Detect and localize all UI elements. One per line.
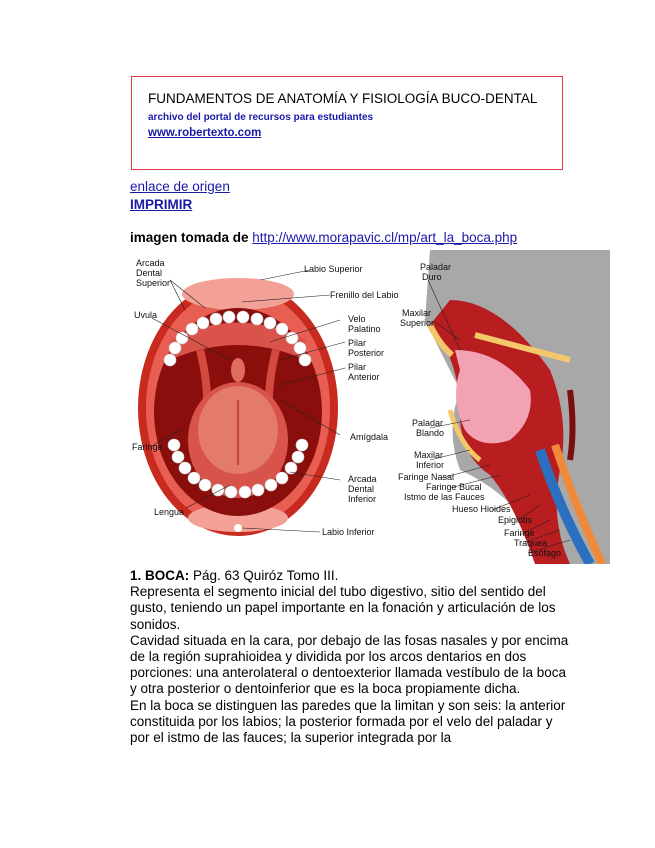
label-pilar-posterior-1: Pilar	[348, 338, 367, 348]
label-faringe: Faringe	[132, 442, 163, 452]
site-link[interactable]: www.robertexto.com	[148, 127, 262, 139]
label-arcada-inferior-2: Dental	[348, 484, 375, 494]
label-labio-superior: Labio Superior	[304, 264, 363, 274]
label-maxilar-inferior-2: Inferior	[416, 460, 445, 470]
image-source-link[interactable]: http://www.morapavic.cl/mp/art_la_boca.php	[252, 230, 518, 245]
label-arcada-inferior-1: Arcada	[348, 474, 377, 484]
section-heading-rest: Pág. 63 Quiróz Tomo III.	[189, 568, 339, 583]
document-subtitle: archivo del portal de recursos para estudiantes	[148, 112, 374, 123]
label-labio-inferior: Labio Inferior	[322, 527, 375, 537]
label-velo-1: Velo	[348, 314, 366, 324]
label-paladar-blando-2: Blando	[416, 428, 445, 438]
label-istmo: Istmo de las Fauces	[404, 492, 485, 502]
image-credit	[130, 230, 517, 245]
top-links	[130, 178, 230, 214]
section-heading-bold: 1. BOCA:	[130, 568, 190, 583]
label-frenillo: Frenillo del Labio	[330, 290, 399, 300]
label-amigdala: Amígdala	[350, 432, 389, 442]
label-maxilar-inferior-1: Maxilar	[414, 450, 444, 460]
mouth-anatomy-figure	[130, 250, 610, 564]
label-arcada-superior-1: Arcada	[136, 258, 165, 268]
label-velo-2: Palatino	[348, 324, 381, 334]
label-epiglotis: Epiglotis	[498, 515, 533, 525]
paragraph-2: Cavidad situada en la cara, por debajo de las fosas nasales y por encima de la región suprahioidea y dividida por los arcos dentarios en dos porciones: una anterolateral o dentoexterior llamada vestíbulo de la boca y otra posterior o dentoinferior que es la boca propiamente dicha.	[130, 632, 569, 697]
label-lengua: Lengua	[154, 507, 185, 517]
label-pilar-posterior-2: Posterior	[348, 348, 385, 358]
label-pilar-anterior-2: Anterior	[348, 372, 380, 382]
section-heading	[130, 568, 570, 584]
label-faringe-nasal: Faringe Nasal	[398, 472, 455, 482]
label-paladar-duro-2: Duro	[422, 272, 442, 282]
origin-link[interactable]: enlace de origen	[130, 179, 230, 194]
label-maxilar-superior-2: Superior	[400, 318, 435, 328]
label-uvula: Uvula	[134, 310, 158, 320]
mouth-front-view	[138, 278, 338, 536]
paragraph-1: Representa el segmento inicial del tubo digestivo, sitio del sentido del gusto, teniendo un papel importante en la fonación y articulación de los sonidos.	[130, 584, 556, 632]
print-link[interactable]: IMPRIMIR	[130, 197, 193, 212]
label-hueso-hioides: Hueso Hioides	[452, 504, 511, 514]
label-faringe-bucal: Faringe Bucal	[426, 482, 482, 492]
label-arcada-superior-3: Superior	[136, 278, 171, 288]
header-box	[131, 76, 563, 170]
label-traquea: Traquea	[514, 538, 548, 548]
label-arcada-inferior-3: Inferior	[348, 494, 377, 504]
label-esofago: Esófago	[528, 548, 562, 558]
body-text	[130, 568, 570, 746]
label-maxilar-superior-1: Maxilar	[402, 308, 432, 318]
label-faringe-section: Faringe	[504, 528, 535, 538]
label-pilar-anterior-1: Pilar	[348, 362, 367, 372]
image-credit-label: imagen tomada de	[130, 230, 249, 245]
paragraph-3: En la boca se distinguen las paredes que la limitan y son seis: la anterior constituida por los labios; la posterior formada por el velo del paladar y por el istmo de las fauces; la superior integrada por la	[130, 697, 566, 746]
label-paladar-blando-1: Paladar	[412, 418, 444, 428]
label-arcada-superior-2: Dental	[136, 268, 163, 278]
document-title: FUNDAMENTOS DE ANATOMÍA Y FISIOLOGÍA BUCO-DENTAL	[148, 91, 538, 106]
label-paladar-duro-1: Paladar	[420, 262, 452, 272]
